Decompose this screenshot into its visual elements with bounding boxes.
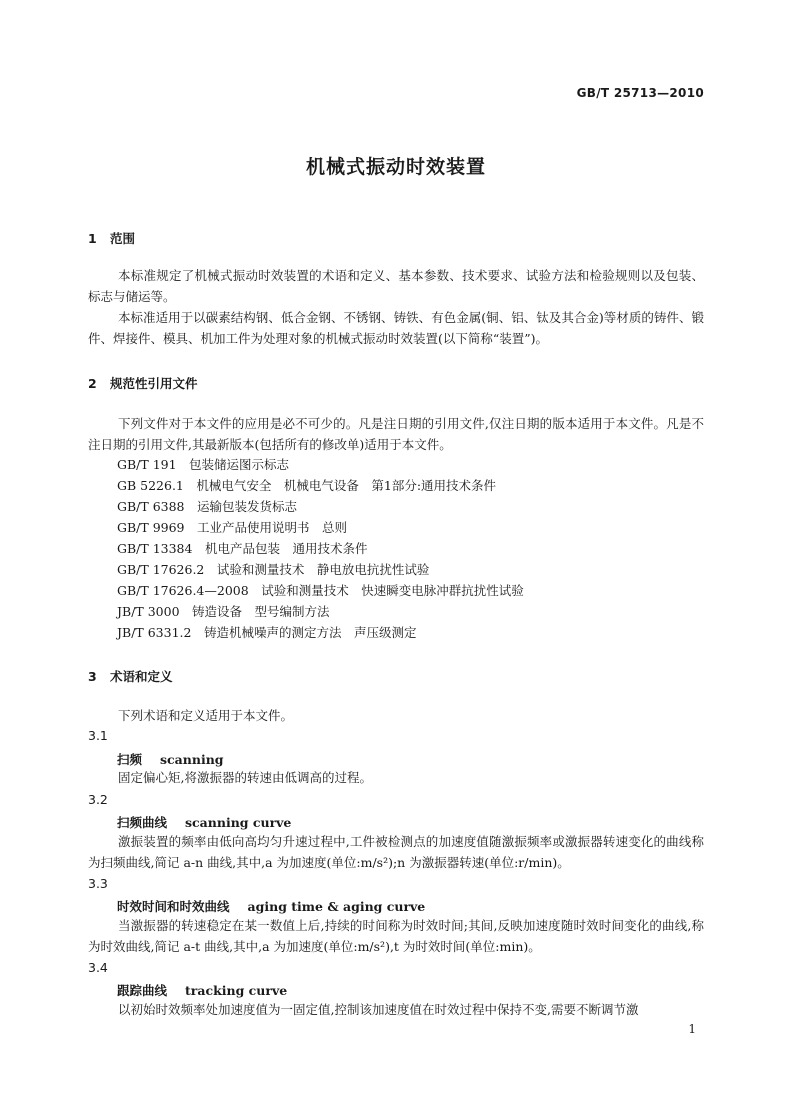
reference-item: GB 5226.1 机械电气安全 机械电气设备 第1部分:通用技术条件 — [117, 478, 497, 493]
term-definition: 当激振器的转速稳定在某一数值上后,持续的时间称为时效时间;其间,反映加速度随时效时间变化的曲线,称为时效曲线,简记 a-t 曲线,其中,a 为加速度(单位:m/s²),t 为时效时间(单位:min)。 — [88, 918, 704, 954]
section-title: 范围 — [110, 231, 136, 246]
standard-number: GB/T 25713—2010 — [576, 86, 704, 100]
reference-item: GB/T 17626.4—2008 试验和测量技术 快速瞬变电脉冲群抗扰性试验 — [117, 583, 524, 598]
section-number: 2 — [88, 376, 97, 391]
term-title — [117, 981, 287, 999]
term-chinese: 跟踪曲线 — [117, 983, 168, 998]
term-english: scanning — [160, 752, 224, 767]
page-number: 1 — [688, 1022, 696, 1036]
term-english: tracking curve — [185, 983, 288, 998]
term-chinese: 扫频曲线 — [117, 815, 168, 830]
section-heading-terms — [88, 667, 173, 685]
reference-item: JB/T 6331.2 铸造机械噪声的测定方法 声压级测定 — [117, 625, 417, 640]
section-heading-scope — [88, 229, 135, 247]
section-title: 规范性引用文件 — [110, 376, 198, 391]
term-number: 3.4 — [88, 960, 108, 975]
term-english: aging time & aging curve — [247, 899, 426, 914]
term-number: 3.1 — [88, 728, 108, 743]
scope-paragraph-2: 本标准适用于以碳素结构钢、低合金钢、不锈钢、铸铁、有色金属(铜、铝、钛及其合金)等材质的铸件、锻件、焊接件、模具、机加工件为处理对象的机械式振动时效装置(以下简称“装置”)。 — [88, 310, 704, 346]
term-definition: 激振装置的频率由低向高均匀升速过程中,工件被检测点的加速度值随激振频率或激振器转速变化的曲线称为扫频曲线,简记 a-n 曲线,其中,a 为加速度(单位:m/s²);n 为激振器转速(单位:r/min)。 — [88, 834, 704, 870]
section-title: 术语和定义 — [110, 669, 173, 684]
term-title — [117, 813, 291, 831]
reference-item: GB/T 9969 工业产品使用说明书 总则 — [117, 520, 348, 535]
term-title — [117, 750, 224, 768]
term-english: scanning curve — [185, 815, 292, 830]
reference-item: GB/T 6388 运输包装发货标志 — [117, 499, 298, 514]
reference-item: GB/T 17626.2 试验和测量技术 静电放电抗扰性试验 — [117, 562, 430, 577]
terms-intro-paragraph: 下列术语和定义适用于本文件。 — [118, 708, 294, 723]
normative-intro-paragraph: 下列文件对于本文件的应用是必不可少的。凡是注日期的引用文件,仅注日期的版本适用于本文件。凡是不注日期的引用文件,其最新版本(包括所有的修改单)适用于本文件。 — [88, 416, 704, 452]
term-chinese: 时效时间和时效曲线 — [117, 899, 230, 914]
term-chinese: 扫频 — [117, 752, 143, 767]
term-number: 3.3 — [88, 876, 108, 891]
term-definition: 固定偏心矩,将激振器的转速由低调高的过程。 — [118, 770, 372, 785]
reference-item: GB/T 13384 机电产品包装 通用技术条件 — [117, 541, 368, 556]
term-definition: 以初始时效频率处加速度值为一固定值,控制该加速度值在时效过程中保持不变,需要不断调节激 — [118, 1002, 639, 1017]
reference-item: GB/T 191 包装储运图示标志 — [117, 457, 290, 472]
section-number: 3 — [88, 669, 97, 684]
reference-item: JB/T 3000 铸造设备 型号编制方法 — [117, 604, 330, 619]
scope-paragraph-1: 本标准规定了机械式振动时效装置的术语和定义、基本参数、技术要求、试验方法和检验规则以及包装、标志与储运等。 — [88, 268, 704, 304]
section-heading-normative-references — [88, 374, 198, 392]
term-title — [117, 897, 425, 915]
term-number: 3.2 — [88, 792, 108, 807]
section-number: 1 — [88, 231, 97, 246]
document-title: 机械式振动时效装置 — [305, 156, 486, 178]
